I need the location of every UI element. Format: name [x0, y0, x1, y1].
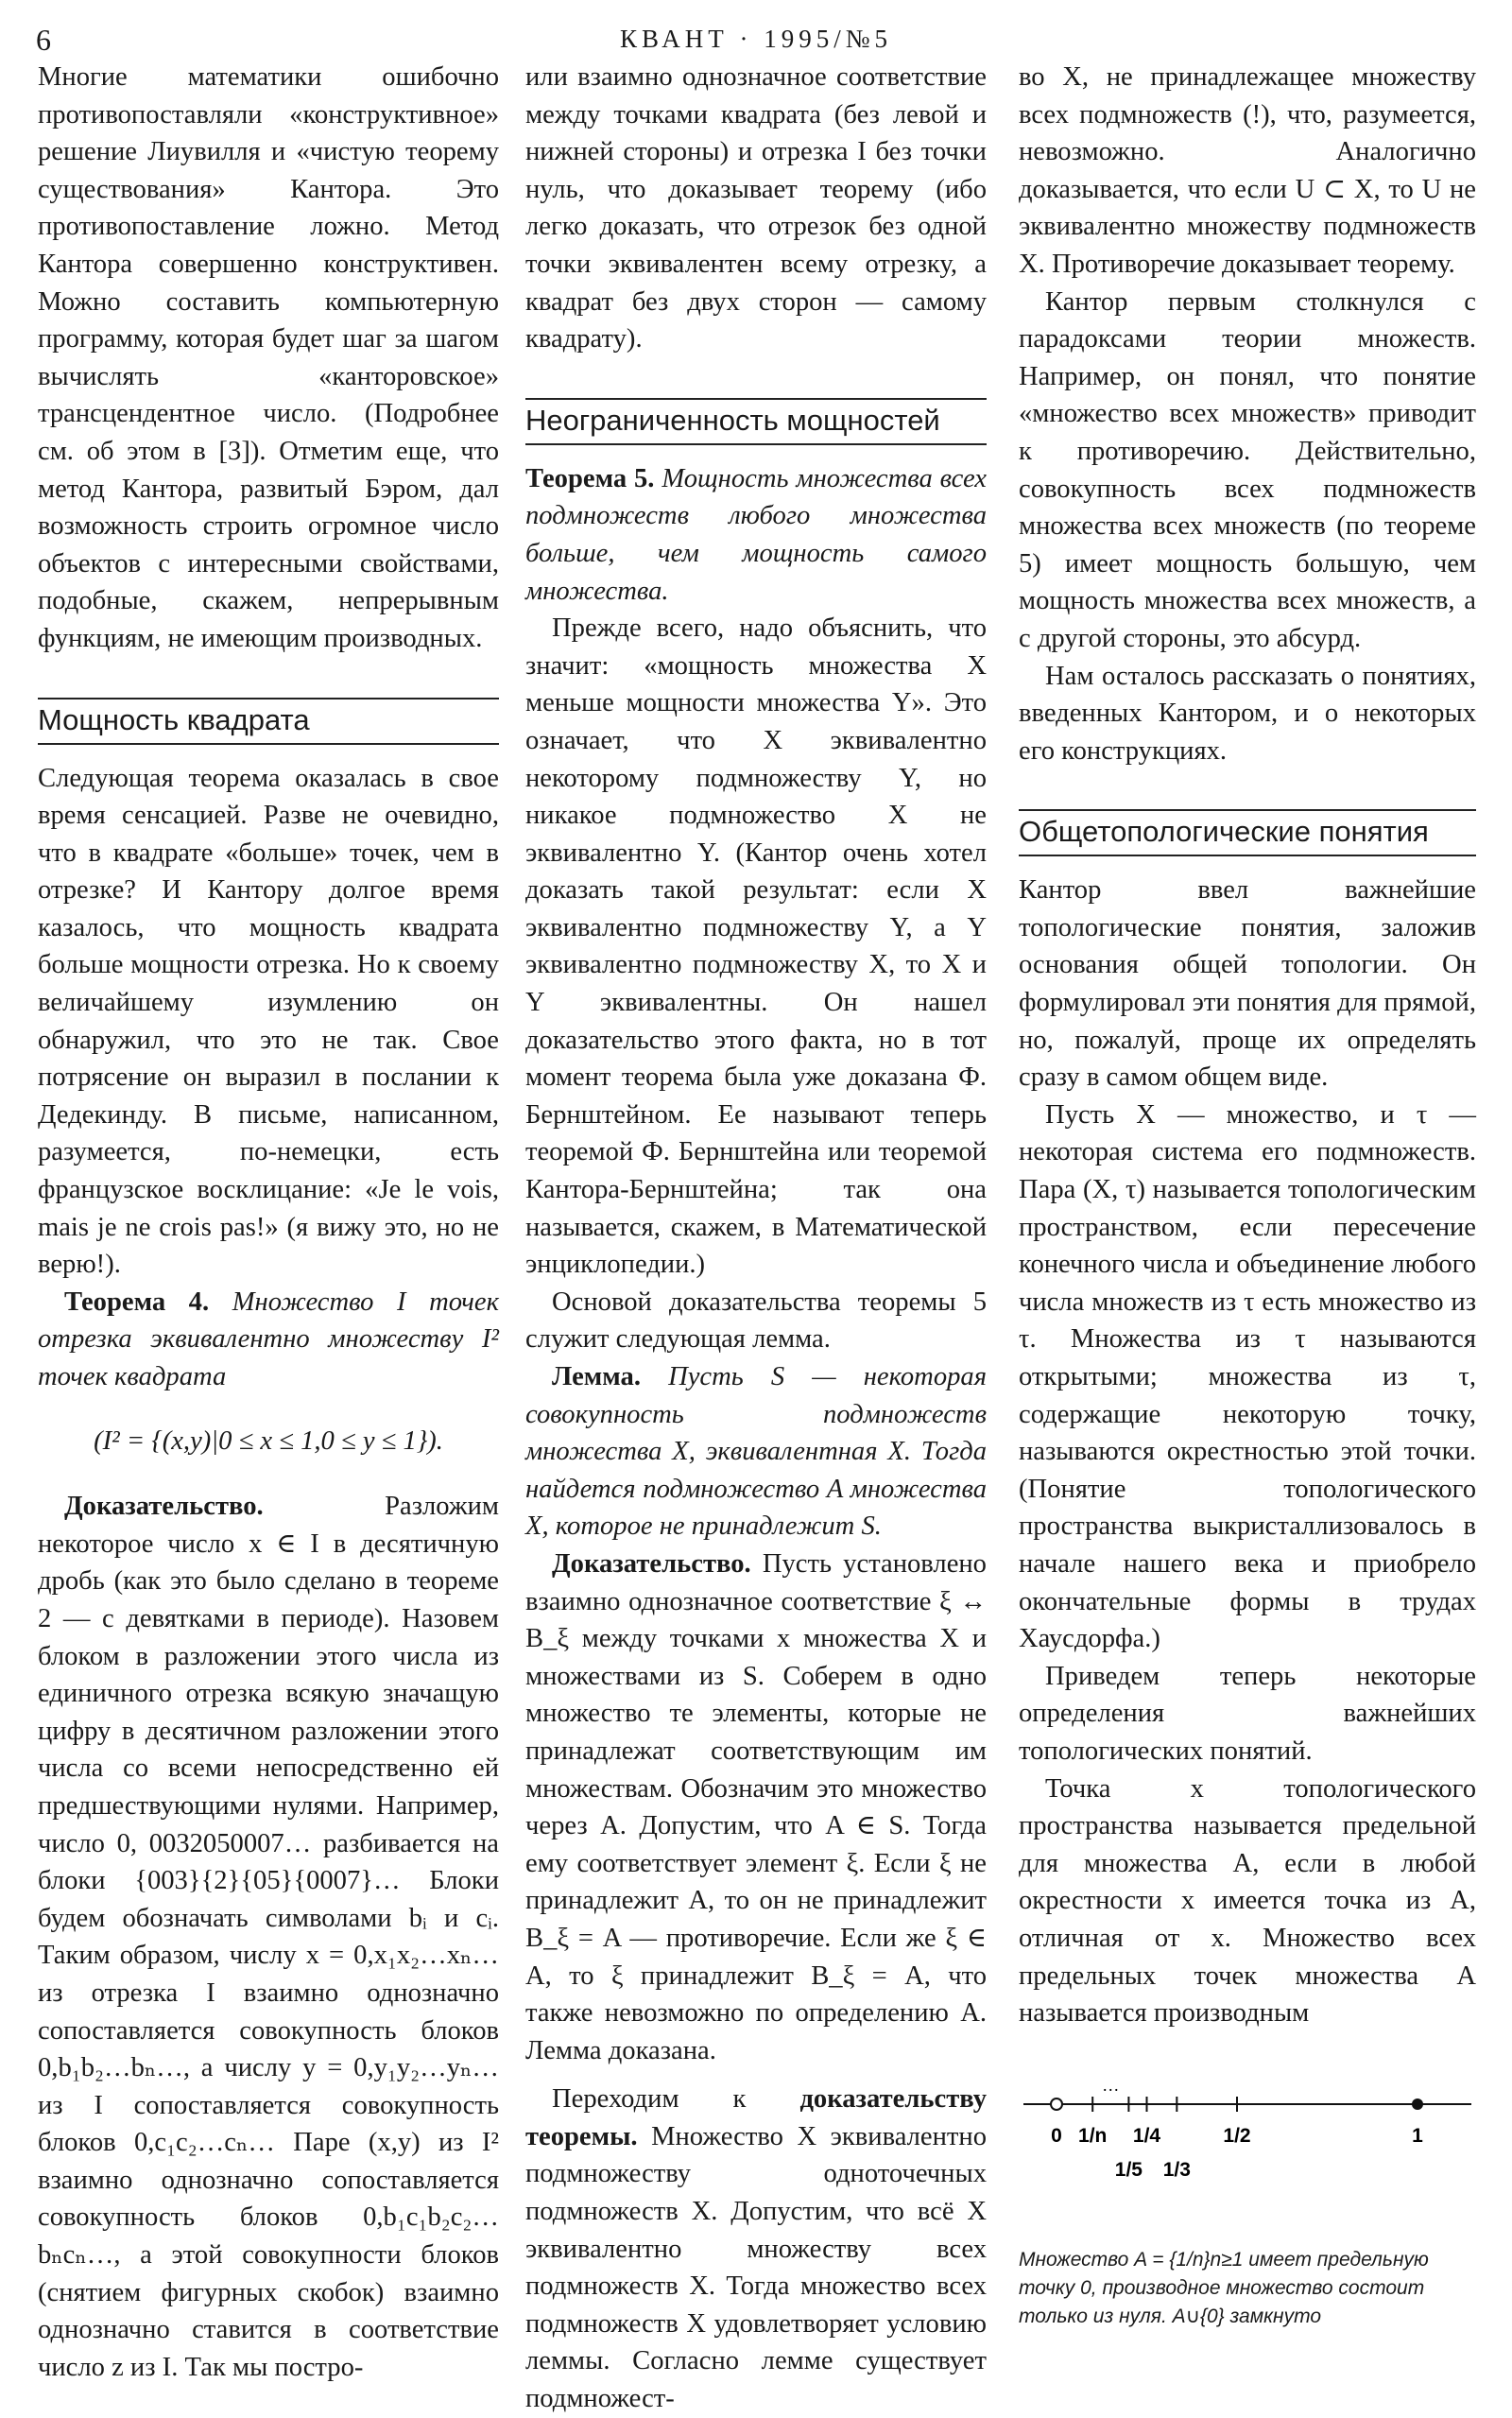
tick-label: 0 [1051, 2124, 1062, 2147]
tick-label: 1/3 [1162, 2158, 1191, 2181]
proof-label: Доказательство. [64, 1492, 264, 1522]
lemma [525, 1358, 987, 1546]
paragraph: Кантор первым столкнулся с парадоксами теории множеств. Например, он понял, что понятие «множество всех множеств» приводит к противоречию. Действительно, совокупность всех подмножеств множества всех множеств (по теореме 5) имеет мощность большую, чем мощность множества всех множеств, а с другой стороны, это абсурд. [1019, 286, 1476, 653]
paragraph [525, 2081, 987, 2417]
lemma-text: Пусть S — некоторая совокупность подмножеств множества X, эквивалентная X. Тогда найдется подмножество A множества X, которое не принадлежит S. [525, 1362, 987, 1542]
number-line-figure [1019, 2066, 1476, 2208]
theorem-5 [525, 460, 987, 610]
column-1 [38, 59, 499, 2386]
theorem-4 [38, 1284, 499, 1396]
proof-text: Разложим некоторое число x ∈ I в десятичную дробь (как это было сделано в теореме 2 — с девятками в периоде). Назовем блоком в разложении этого числа из единичного отрезка всякую значащую цифру в десятичном разложении этого числа со всеми непосредственно ей предшествующими нулями. Например, число 0, 0032050007… разбивается на блоки {003}{2}{05}{0007}… Блоки будем обозначать символами bᵢ и cᵢ. Таким образом, числу x = 0,x₁x₂…xₙ… из отрезка I взаимно однозначно сопоставляется совокупность блоков 0,b₁b₂…bₙ…, а числу y = 0,y₁y₂…yₙ… из I сопоставляется совокупность блоков 0,c₁c₂…cₙ… Паре (x,y) из I² взаимно однозначно сопоставляется совокупность блоков 0,b₁c₁b₂c₂…bₙcₙ…, а этой совокупности блоков (снятием фигурных скобок) взаимно однозначно ставится в соответствие число z из I. Так мы постро- [38, 1492, 499, 2382]
theorem-label: Теорема 5. [525, 463, 655, 493]
column-2 [525, 59, 987, 2418]
figure-caption: Множество A = {1/n}n≥1 имеет предельную точку 0, производное множество состоит только из нуля. A∪{0} замкнуто [1019, 2248, 1429, 2327]
tick-label: 1/2 [1223, 2124, 1251, 2147]
paragraph: во X, не принадлежащее множеству всех подмножеств (!), что, разумеется, невозможно. Аналогично доказывается, что если U ⊂ X, то U не эквивалентно множеству подмножеств X. Противоречие доказывает теорему. [1019, 62, 1476, 279]
paragraph: Пусть X — множество, и τ — некоторая система его подмножеств. Пара (X, τ) называется топологическим пространством, если пересечение конечного числа и объединение любого числа множеств из τ есть множество из τ. Множества из τ называются открытыми; множества из τ, содержащие некоторую точку, называются окрестностью этой точки. (Понятие топологического пространства выкристаллизовалось в начале нашего века и приобрело окончательные формы в трудах Хаусдорфа.) [1019, 1099, 1476, 1654]
paragraph: Следующая теорема оказалась в свое время сенсацией. Разве не очевидно, что в квадрате «больше» точек, чем в отрезке? И Кантору долгое время казалось, что мощность квадрата больше мощности отрезка. Но к своему величайшему изумлению он обнаружил, что это не так. Свое потрясение он выразил в послании к Дедекинду. В письме, написанном, разумеется, по-немецки, есть французское восклицание: «Je le vois, mais je ne crois pas!» (я вижу это, но не верю!). [38, 763, 499, 1280]
page-number: 6 [36, 23, 51, 57]
bold-text: доказательству теоремы. [525, 2084, 987, 2151]
tick-label: 1/4 [1132, 2124, 1161, 2147]
theorem-text: Мощность множества всех подмножеств любого множества больше, чем мощность самого множества. [525, 463, 987, 606]
section-heading: Неограниченность мощностей [525, 398, 987, 445]
tick-label: 1/n [1078, 2124, 1108, 2147]
paragraph: Нам осталось рассказать о понятиях, введенных Кантором, и о некоторых его конструкциях. [1019, 661, 1476, 766]
paragraph: Основой доказательства теоремы 5 служит следующая лемма. [525, 1287, 987, 1355]
paragraph: Точка x топологического пространства называется предельной для множества A, если в любой окрестности x имеется точка из A, отличная от x. Множество всех предельных точек множества A называется производным [1019, 1773, 1476, 2029]
text: Переходим к [552, 2084, 800, 2115]
paragraph: или взаимно однозначное соответствие между точками квадрата (без левой и нижней стороны) и отрезка I без точки нуль, что доказывает теорему (ибо легко доказать, что отрезок без одной точки эквивалентен всему отрезку, а квадрат без двух сторон — самому квадрату). [525, 62, 987, 354]
proof [38, 1488, 499, 2386]
theorem-label: Теорема 4. [64, 1287, 210, 1317]
journal-header: КВАНТ · 1995/№5 [619, 25, 893, 53]
paragraph: Кантор ввел важнейшие топологические понятия, заложив основания общей топологии. Он формулировал эти понятия для прямой, но, пожалуй, проще их определять сразу в самом общем виде. [1019, 875, 1476, 1093]
tick-label: 1 [1412, 2124, 1423, 2147]
lemma-label: Лемма. [552, 1362, 642, 1391]
proof-text: Пусть установлено взаимно однозначное соответствие ξ ↔ B_ξ между точками x множества X и множествами из S. Соберем в одно множество те элементы, которые не принадлежат соответствующим им множествам. Обозначим это множество через A. Допустим, что A ∈ S. Тогда ему соответствует элемент ξ. Если ξ не принадлежит A, то он не принадлежит B_ξ = A — противоречие. Если же ξ ∈ A, то ξ принадлежит B_ξ = A, что также невозможно по определению A. Лемма доказана. [525, 1548, 987, 2065]
section-heading: Общетопологические понятия [1019, 809, 1476, 856]
proof [525, 1546, 987, 2069]
proof-label: Доказательство. [552, 1548, 751, 1579]
open-point [1051, 2098, 1062, 2110]
theorem-text: Множество I точек отрезка эквивалентно множеству I² точек квадрата [38, 1287, 499, 1391]
formula: (I² = {(x,y)|0 ≤ x ≤ 1,0 ≤ y ≤ 1}). [94, 1425, 443, 1456]
paragraph: Многие математики ошибочно противопоставляли «конструктивное» решение Лиувилля и «чистую теорему существования» Кантора. Это противопоставление ложно. Метод Кантора совершенно конструктивен. Можно составить компьютерную программу, которая будет шаг за шагом вычислять «канторовское» трансцендентное число. (Подробнее см. об этом в [3]). Отметим еще, что метод Кантора, развитый Бэром, дал возможность строить огромное число объектов с интересными свойствами, подобные, скажем, непрерывным функциям, не имеющим производных. [38, 62, 499, 653]
filled-point [1412, 2098, 1423, 2110]
paragraph: Приведем теперь некоторые определения важнейших топологических понятий. [1019, 1661, 1476, 1766]
paragraph: Прежде всего, надо объяснить, что значит: «мощность множества X меньше мощности множества Y». Это означает, что X эквивалентно некоторому подмножеству Y, но никакое подмножество X не эквивалентно Y. (Кантор очень хотел доказать такой результат: если X эквивалентно подмножеству Y, а Y эквивалентно подмножеству X, то X и Y эквивалентны. Он нашел доказательство этого факта, но в тот момент теорема была уже доказана Ф. Бернштейном. Ее называют теперь теоремой Ф. Бернштейна или теоремой Кантора-Бернштейна; так она называется, скажем, в Математической энциклопедии.) [525, 613, 987, 1280]
column-3 [1019, 59, 1476, 2331]
tick-label: 1/5 [1114, 2158, 1143, 2181]
ellipsis: … [1102, 2075, 1120, 2095]
text: Множество X эквивалентно подмножеству одноточечных подмножеств X. Допустим, что всё X эквивалентно множеству всех подмножеств X. Тогда множество всех подмножеств X удовлетворяет условию леммы. Согласно лемме существует подмножест- [525, 2121, 987, 2414]
section-heading: Мощность квадрата [38, 698, 499, 745]
